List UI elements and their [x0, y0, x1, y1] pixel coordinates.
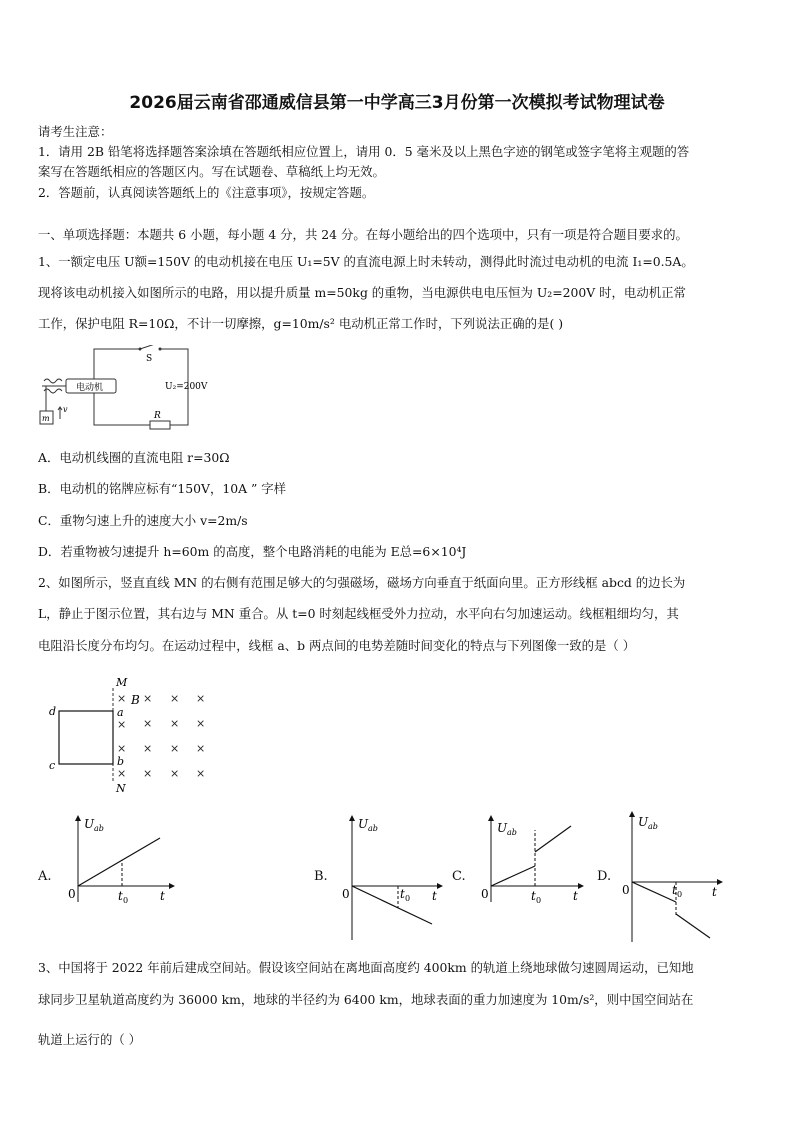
graph-line-segment-1 [632, 882, 676, 902]
cross-mark: × [117, 718, 127, 731]
q3-line-2: 球同步卫星轨道高度约为 36000 km，地球的半径约为 6400 km，地球表面的重力加速度为 10m/s²，则中国空间站在 [38, 992, 694, 1007]
cross-mark: × [196, 717, 206, 730]
q1-option-a: A．电动机线圈的直流电阻 r=30Ω [38, 450, 230, 465]
q1-circuit-diagram [36, 345, 226, 435]
cross-mark: × [143, 742, 153, 755]
graph-line-segment-2 [535, 826, 571, 852]
cross-mark: × [170, 717, 180, 730]
graph-x-label: t [573, 889, 578, 903]
q2-graph-a [62, 812, 182, 908]
cross-mark: × [196, 692, 206, 705]
q1-line-2: 现将该电动机接入如图所示的电路，用以提升质量 m=50kg 的重物，当电源供电电压恒为 U₂=200V 时，电动机正常 [38, 285, 686, 300]
cross-mark: × [170, 742, 180, 755]
cross-mark: × [196, 742, 206, 755]
graph-origin: 0 [68, 887, 76, 901]
graph-t0-subscript: 0 [405, 894, 411, 903]
q2-option-d-label: D. [597, 869, 612, 884]
notice-item-1: 1．请用 2B 铅笔将选择题答案涂填在答题纸相应位置上，请用 0．5 毫米及以上黑色字迹的钢笔或签字笔将主观题的答 [38, 144, 690, 159]
switch-contact-left [139, 348, 142, 351]
cross-mark: × [143, 692, 153, 705]
graph-origin: 0 [622, 883, 630, 897]
q2-graph-d [616, 808, 728, 944]
graph-t0-label: t [400, 887, 405, 901]
graph-line-segment-2 [676, 914, 710, 938]
q2-option-c-label: C. [452, 869, 466, 884]
q2-graph-c [475, 812, 590, 908]
cross-mark: × [170, 692, 180, 705]
label-field-b: B [131, 693, 140, 707]
graph-t0-label: t [118, 889, 123, 903]
graph-x-label: t [160, 889, 165, 903]
voltage-label: U₂=200V [165, 382, 208, 392]
graph-y-label: U [358, 817, 369, 831]
notice-item-2: 2．答题前，认真阅读答题纸上的《注意事项》，按规定答题。 [38, 185, 375, 200]
label-d: d [49, 705, 57, 718]
q1-line-1: 1、一额定电压 U额=150V 的电动机接在电压 U₁=5V 的直流电源上时未转动，测得此时流过电动机的电流 I₁=0.5A。 [38, 254, 694, 269]
graph-y-subscript: ab [648, 822, 658, 831]
q2-line-2: L，静止于图示位置，其右边与 MN 重合。从 t=0 时刻起线框受外力拉动，水平向右匀加速运动。线框粗细均匀，其 [38, 606, 679, 621]
notice-heading: 请考生注意： [38, 124, 113, 139]
label-m: M [116, 676, 128, 689]
graph-x-label: t [712, 885, 717, 899]
cross-mark: × [196, 767, 206, 780]
graph-line-segment-1 [491, 866, 535, 886]
switch-label: S [146, 354, 153, 364]
cross-mark: × [117, 742, 127, 755]
q2-option-a-label: A. [38, 869, 52, 884]
graph-t0-label: t [672, 883, 677, 897]
q2-line-1: 2、如图所示，竖直直线 MN 的右侧有范围足够大的匀强磁场，磁场方向垂直于纸面向里。正方形线框 abcd 的边长为 [38, 575, 686, 590]
q3-line-1: 3、中国将于 2022 年前后建成空间站。假设该空间站在离地面高度约 400km 的轨道上绕地球做匀速圆周运动，已知地 [38, 960, 694, 975]
velocity-label: v [63, 405, 68, 414]
graph-x-label: t [432, 889, 437, 903]
graph-origin: 0 [342, 887, 350, 901]
page-title: 2026届云南省邵通威信县第一中学高三3月份第一次模拟考试物理试卷 [129, 93, 665, 113]
graph-t0-label: t [531, 889, 536, 903]
square-frame [59, 711, 113, 764]
graph-y-label: U [638, 815, 649, 829]
label-c: c [49, 759, 56, 772]
graph-y-subscript: ab [94, 824, 104, 833]
resistor-label: R [154, 411, 161, 421]
q1-option-d: D．若重物被匀速提升 h=60m 的高度，整个电路消耗的电能为 E总=6×10⁴J [38, 544, 467, 559]
cross-mark: × [170, 767, 180, 780]
switch-contact-right [159, 348, 162, 351]
q1-line-3: 工作，保护电阻 R=10Ω，不计一切摩擦，g=10m/s² 电动机正常工作时，下列说法正确的是( ) [38, 316, 564, 331]
graph-y-label: U [497, 821, 508, 835]
mass-label: m [42, 414, 50, 423]
notice-item-1-cont: 案写在答题纸相应的答题区内。写在试题卷、草稿纸上均无效。 [38, 164, 385, 179]
cross-mark: × [117, 692, 127, 705]
graph-origin: 0 [481, 887, 489, 901]
motor-label: 电动机 [76, 383, 104, 393]
label-a: a [117, 706, 124, 719]
cross-mark: × [143, 717, 153, 730]
q2-field-diagram [44, 674, 224, 796]
q2-line-3: 电阻沿长度分布均匀。在运动过程中，线框 a、b 两点间的电势差随时间变化的特点与下列图像一致的是（ ） [38, 638, 636, 653]
cross-mark: × [117, 767, 127, 780]
q2-option-b-label: B. [314, 869, 328, 884]
graph-t0-subscript: 0 [123, 896, 129, 905]
graph-t0-subscript: 0 [536, 896, 542, 905]
graph-y-label: U [84, 817, 95, 831]
q1-option-b: B．电动机的铭牌应标有“150V，10A ” 字样 [38, 481, 287, 496]
graph-y-subscript: ab [507, 828, 517, 837]
graph-line [78, 838, 160, 886]
graph-t0-subscript: 0 [677, 890, 683, 899]
graph-line [352, 886, 432, 924]
q3-line-3: 轨道上运行的（ ） [38, 1032, 142, 1047]
cross-mark: × [143, 767, 153, 780]
q2-graph-b [336, 812, 446, 942]
graph-y-subscript: ab [368, 824, 378, 833]
section-heading: 一、单项选择题：本题共 6 小题，每小题 4 分，共 24 分。在每小题给出的四个选项中，只有一项是符合题目要求的。 [38, 227, 688, 242]
label-b: b [117, 755, 125, 768]
label-n: N [116, 782, 126, 795]
q1-option-c: C．重物匀速上升的速度大小 v=2m/s [38, 513, 248, 528]
